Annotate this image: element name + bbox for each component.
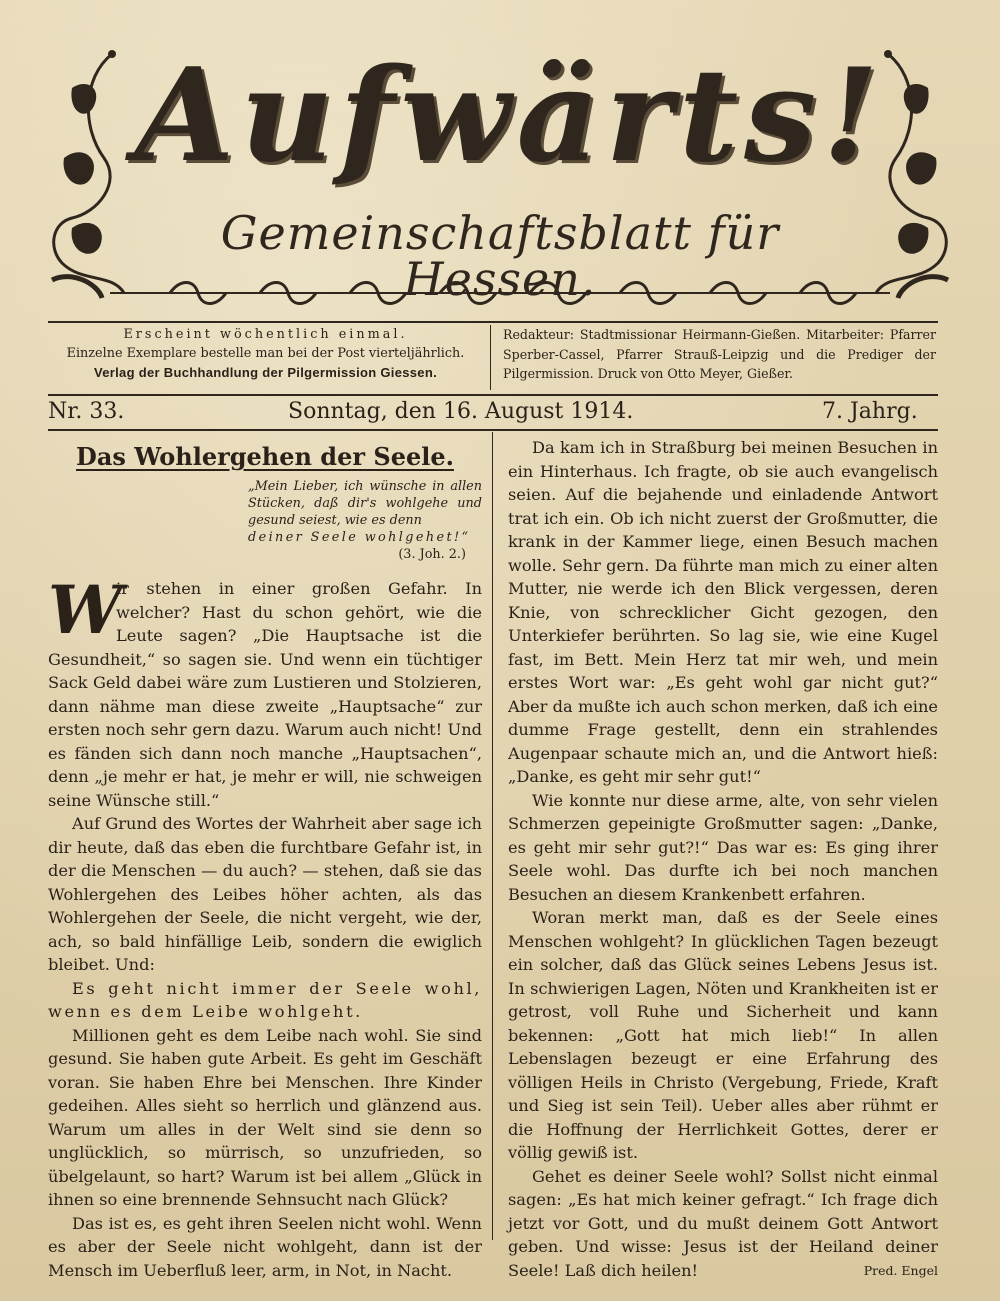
author-signature: Pred. Engel	[863, 1262, 938, 1278]
floral-ornament-left	[42, 48, 132, 308]
article-paragraph: Auf Grund des Wortes der Wahrheit aber sage ich dir heute, daß das eben die furchtbare Gefahr ist, in der die Menschen — du auch? — stehen, daß sie das Wohlergehen des Leibes höher achten, als das Wohlergehen der Seele, die nicht vergeht, wie der, ach, so bald hinfällige Leib, sondern die ewiglich bleibet. Und:	[48, 814, 482, 974]
article-paragraph: Woran merkt man, daß es der Seele eines Menschen wohlgeht? In glücklichen Tagen bezeugt ein solcher, daß das Glück seines Lebens Jesus ist. In schwierigen Lagen, Nöten und Krankheiten ist er getrost, voll Ruhe und Sicherheit und kann bekennen: „Gott hat mich lieb!“ In allen Lebenslagen bezeugt er eine Erfahrung des völligen Heils in Christo (Vergebung, Friede, Kraft und Sieg ist sein Teil). Ueber alles aber rühmt er die Hoffnung der Herrlichkeit Gottes, derer er völlig gewiß ist.	[508, 908, 938, 1162]
article-motto	[248, 478, 482, 563]
publisher-line: Verlag der Buchhandlung der Pilgermission Giessen.	[94, 365, 437, 380]
article-paragraph: Millionen geht es dem Leibe nach wohl. Sie sind gesund. Sie haben gute Arbeit. Es geht im Geschäft voran. Sie haben Ehre bei Menschen. Ihre Kinder gedeihen. Alles sieht so herrlich und glänzend aus. Warum um alles in der Welt sind sie denn so unglücklich, so mürrisch, so unzufrieden, so übelgelaunt, so hart? Warum ist bei allem „Glück in ihnen so eine brennende Sehnsucht nach Glück?	[48, 1025, 482, 1209]
article-thesis: Es geht nicht immer der Seele wohl, wenn es dem Leibe wohlgeht.	[48, 978, 482, 1021]
publication-info	[48, 325, 483, 382]
editorial-info: Redakteur: Stadtmissionar Heirmann-Gießen. Mitarbeiter: Pfarrer Sperber-Cassel, Pfarrer Strauß-Leipzig und die Prediger der Pilgermission. Druck von Otto Meyer, Gießer.	[503, 327, 936, 381]
article-paragraph: Da kam ich in Straßburg bei meinen Besuchen in ein Hinterhaus. Ich fragte, ob sie auch evangelisch seien. Auf die bejahende und einladende Antwort trat ich ein. Ob ich nicht zuerst der Großmutter, die krank in der Kammer liege, einen Besuch machen wolle. Sehr gern. Da führte man mich zu einer alten Mutter, nie werde ich den Blick vergessen, deren Knie, von schrecklicher Gicht gezogen, den Unterkiefer berührten. So lag sie, wie eine Kugel fast, im Bett. Mein Herz tat mir weh, und mein erstes Wort war: „Es geht wohl gar nicht gut?“ Aber da mußte ich auch schon merken, daß ich eine dumme Frage gestellt, denn ein strahlendes Augenpaar schaute mich an, und die Antwort hieß: „Danke, es geht mir sehr gut!“	[508, 438, 938, 786]
frequency-note: Erscheint wöchentlich einmal.	[123, 327, 408, 342]
newspaper-title: Aufwärts!	[135, 41, 885, 191]
motto-text-spaced: deiner Seele wohlgehet!“	[248, 530, 471, 545]
issue-rule-bottom	[48, 429, 938, 431]
article-paragraph	[48, 571, 482, 812]
article-paragraph: Wie konnte nur diese arme, alte, von sehr vielen Schmerzen gepeinigte Großmutter sagen: „Danke, es geht mir sehr gut?!“ Das war es: Es ging ihrer Seele wohl. Das durfte ich bei noch manchen Besuchen an diesem Krankenbett erfahren.	[508, 790, 938, 904]
motto-text: „Mein Lieber, ich wünsche in allen Stücken, daß dir's wohlgehe und gesund seiest, wie es denn	[248, 479, 482, 528]
scroll-border-ornament	[110, 278, 890, 308]
motto-reference: (3. Joh. 2.)	[398, 547, 466, 562]
article-column-right	[508, 436, 938, 1282]
masthead-rule	[48, 321, 938, 323]
article-column-left	[48, 440, 482, 1282]
article-headline: Das Wohlergehen der Seele.	[76, 442, 454, 471]
issue-number: Nr. 33.	[48, 399, 125, 424]
issue-rule-top	[48, 394, 938, 396]
info-divider	[490, 325, 491, 390]
newspaper-subtitle: Gemeinschaftsblatt für Hessen.	[220, 206, 780, 306]
issue-date: Sonntag, den 16. August 1914.	[288, 399, 634, 424]
issue-volume: 7. Jahrg.	[822, 399, 918, 424]
paragraph-text: Gehet es deiner Seele wohl? Sollst nicht einmal sagen: „Es hat mich keiner gefragt.“ Ich frage dich jetzt vor Gott, und du mußt deinem Gott Antwort geben. Und wisse: Jesus ist der Heiland deiner Seele! Laß dich heilen!	[508, 1166, 938, 1280]
article-paragraph	[508, 1165, 938, 1283]
drop-cap: W	[48, 571, 123, 649]
masthead	[40, 38, 960, 323]
subscription-note: Einzelne Exemplare bestelle man bei der Post vierteljährlich.	[66, 346, 465, 361]
column-divider	[492, 432, 493, 1240]
article-paragraph: Das ist es, es geht ihren Seelen nicht wohl. Wenn es aber der Seele nicht wohlgeht, dann ist der Mensch im Ueberfluß leer, arm, in Not, in Nacht.	[48, 1213, 482, 1280]
paragraph-text: ir stehen in einer großen Gefahr. In welcher? Hast du schon gehört, wie die Leute sagen? „Die Hauptsache ist die Gesundheit,“ so sagen sie. Und wenn ein tüchtiger Sack Geld dabei wäre zum Lustieren und Stolzieren, dann nähme man diese zweite „Hauptsache“ zur ersten noch sehr gern dazu. Warum auch nicht! Und es fänden sich dann noch manche „Hauptsachen“, denn „je mehr er hat, je mehr er will, nie schweigen seine Wünsche still.“	[48, 579, 482, 810]
